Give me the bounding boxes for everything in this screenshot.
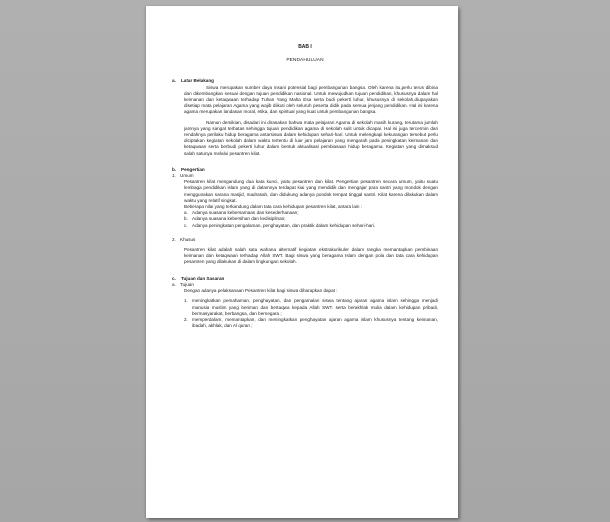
list-marker: 1.	[184, 298, 188, 304]
subsection-marker: 1.	[172, 173, 176, 179]
list-marker: c.	[184, 222, 188, 228]
list-marker: a.	[184, 210, 188, 216]
list-text: memperdalam, memantapkan, dan meningkatkan penghayatan ajaran agama islam khususnya tentang keimanan, ibadah, akhlak, dan Al quran ;	[192, 316, 438, 329]
page-title: PENDAHULUAN	[286, 58, 324, 64]
list-item	[184, 298, 438, 317]
section-marker: b.	[172, 166, 177, 172]
list-item	[184, 223, 438, 229]
values-list	[172, 210, 438, 229]
paragraph: Beberapa nilai yang terkandung dalam tata cara kehidupan pesantren kilat, antara lain :	[184, 204, 362, 210]
goals-list	[172, 298, 438, 329]
subsection-marker: a.	[172, 281, 176, 287]
subsection-title: Umum	[180, 173, 194, 179]
document-page	[146, 6, 458, 518]
subsection-title: Tujuan	[180, 281, 194, 287]
paragraph: Pesantren kilat mengandung dua kata kunci, yaitu pesantren dan kilat. Pengertian pesantren secara umum, yaitu suatu lembaga pendidikan islam yang di dalamnya terdapat kiai yang mendidik dan mengajar para santri yang mondok dengan menggunakan sarana masjid, madrasah, dan didukung adanya pondok tempat tinggal santri. Kilat karena dilakukan dalam waktu yang relatif singkat.	[184, 179, 438, 203]
list-text: Adanya suasana kebersihan dan kedisiplinan;	[192, 216, 286, 222]
paragraph: Dengan adanya pelaksanaan Pesantren kilat bagi siswa diharapkan dapat :	[184, 288, 338, 294]
list-text: Adanya suasana kebersamaan dan kesederhanaan;	[192, 210, 299, 216]
list-item	[184, 317, 438, 329]
list-marker: b.	[184, 216, 188, 222]
page-content	[172, 44, 438, 329]
paragraph: Namun demikian, disadari ini dirasakan bahwa mata pelajaran Agama di sekolah masih kurang, terutama jumlah jamnya yang sangat terbatas sehingga tujuan pendidikan agama di sekolah sulit untuk dicapai. Hal ini juga tercermin dari rendahnya perilaku hidup beragama antarsiswa dalam kehidupan sehari-hari. Untuk melengkapi kekurangan tersebut perlu diciptakan kegiatan sekolah dalam waktu tertentu di luar jam pelajaran yang mengarah pada peningkatan keimanan dan ketaqwaan serta berbudi pekerti luhur dalam bentuk aktualisasi pembiasaan hidup beragama. Kegiatan yang dimaksud salah satunya melalui pesantren kilat.	[184, 119, 438, 156]
subsection-title: Khusus	[180, 236, 196, 242]
paragraph: Pesantren kilat adalah salah satu wahana alternatif kegiatan ekstrakurikuler dalam rangka memantapkan pembinaan keimanan dan ketaqwaan terhadap Allah SWT. Bagi siswa yang beragama Islam dengan pola dan tata cara kehidupan pesantren yang dilakukan di dalam lingkungan sekolah.	[184, 247, 438, 265]
chapter-heading: BAB I	[298, 44, 312, 50]
section-marker: c.	[172, 275, 176, 281]
paragraph: Siswa merupakan sumber daya insani potensial bagi pembangunan bangsa. Oleh karena itu,perlu terus dibina dan dikembangkan sesuai dengan tujuan pendidikan nasional. Untuk mewujudkan tujuan pendidikan, khususnya dalam hal keimanan dan ketaqwaan terhadap Tuhan Yang Maha Esa serta budi pekerti luhur, khususnya di sekolah,diupayakan disetiap mata pelajaran Agama yang wajib diikuti oleh seluruh peserta didik pada semua jenjang pendidikan. Hal ini karena agama merupakan landasan moral, etika, dan spiritual yang kuat untuk pembangunan bangsa.	[184, 84, 438, 115]
list-text: Adanya peningkatan pengalaman, penghayatan, dan praktik dalam kehidupan sehari-hari.	[192, 222, 376, 228]
section-title: Latar Belakang	[181, 78, 214, 84]
subsection-khusus	[172, 237, 438, 243]
list-text: meningkatkan pemahaman, penghayatan, dan pengamalan siswa tentang ajaran agama islam sehingga menjadi manusia muslim yang beriman dan bertaqwa kepada Allah SWT. serta berakhlak mulia dalam kehidupan pribadi, bermasyarakat, berbangsa, dan bernegara ;	[192, 298, 438, 316]
subsection-marker: 2.	[172, 236, 176, 242]
section-title: Tujuan dan Sasaran	[181, 275, 225, 281]
section-title: Pengertian	[181, 166, 205, 172]
list-marker: 2.	[184, 316, 188, 322]
section-marker: a.	[172, 78, 176, 84]
